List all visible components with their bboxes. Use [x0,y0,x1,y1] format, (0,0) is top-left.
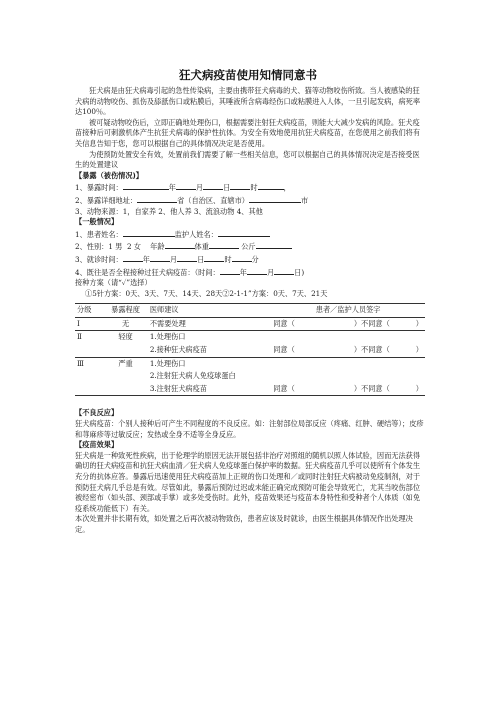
visit-hour-field[interactable] [204,253,224,262]
guardian-name-field[interactable] [218,228,270,237]
table-row [75,370,425,383]
month-label: 月 [266,267,275,277]
exposure-month-field[interactable] [176,181,196,190]
adverse-heading: 【不良反应】 [75,408,119,418]
exposure-hour-field[interactable] [230,181,250,190]
document-body [75,86,425,536]
disagree-label: ）不同意（ [353,318,390,328]
visit-month-field[interactable] [150,253,170,262]
advice-cell: 1.处理伤口 [149,358,186,368]
grade-cell: Ⅱ [77,332,82,342]
adverse-text: 狂犬病疫苗：个别人接种后可产生不同程度的不良反应。如：注射部位局部反应（疼痛、红肿、硬结等）；皮疹和荨麻疹等过敏反应；发热或全身不适等全身反应。 [75,419,424,439]
visit-time-label: 3、就诊时间： [75,254,123,264]
year-label: 年 [168,183,176,193]
province-label: 省（自治区、直辖市） [177,195,249,205]
intro-paragraph: 狂犬病是由狂犬病毒引起的急性传染病，主要由携带狂犬病毒的犬、猫等动物咬伤所致。当人被感染的狂犬病的动物咬伤、抓伤及舔舐伤口或粘膜后，其唾液所含病毒经伤口或粘膜进入人体，一旦引起发病，病死率达100％。 [75,86,421,117]
exposure-table-wrap [75,303,425,396]
advice-cell: 3.注射狂犬病疫苗 [148,383,271,396]
gender-line [75,240,425,253]
hour-label: 时 [250,183,258,193]
patient-name-line [75,228,425,241]
day-label: 日 [223,183,231,193]
disagree-option[interactable] [348,317,425,331]
agree-label: 同意（ [273,383,295,393]
column-header: 分级 [75,304,103,318]
prev-year-field[interactable] [220,266,240,275]
previous-vaccination-label: 4、既往是否全程接种过狂犬病疫苗：（时间： [75,267,220,277]
year-label: 年 [142,254,150,264]
disagree-label: ）不同意（ [353,383,390,393]
exposure-time-line [75,181,425,194]
kg-field[interactable] [256,240,292,249]
exposure-time-label: 1、暴露时间： [75,183,123,193]
exposure-year-field[interactable] [123,181,169,190]
agree-option[interactable] [271,344,348,357]
agree-option[interactable] [271,317,348,331]
column-header: 患者／监护人员签字 [271,304,425,318]
table-row [75,383,425,396]
level-cell: 严重 [118,358,133,368]
exposure-extra-field[interactable] [258,181,284,190]
table-row [75,357,425,370]
gender-female-option[interactable]: 2 女 [126,242,141,252]
age-field[interactable] [165,240,195,249]
hour-label: 时 [224,254,232,264]
year-label: 年 [239,267,247,277]
weight-label: 体重 [194,242,209,252]
month-label: 月 [195,183,204,193]
patient-name-field[interactable] [123,228,175,237]
animal-source-line: 3、动物来源：1，自家养 2、他人养 3、流浪动物 4、其他 [75,206,263,216]
efficacy-text: 狂犬病是一种致死性疾病，出于伦理学的原因无法开展包括非治疗对照组的随机以照人体试验，因而无法获得确切的狂犬病疫苗和抗狂犬病血清／狂犬病人免疫球蛋白保护率的数据。狂犬病疫苗几乎可以使所有个体发生充分的抗体应答。暴露后迅速使用狂犬病疫苗加上正规的伤口处理和／或同时注射狂犬病被动免疫制剂，对于预防狂犬病几乎总是有效。尽管如此，暴露后预防过迟或未能正确完成预防可能会导致死亡，尤其当咬伤部位被经密布（如头部、颈部或手掌）或多处受伤时。此外，疫苗效果还与疫苗本身特性和受种者个人体质（如免疫系统功能低下）有关。 [75,450,421,513]
table-row [75,317,425,331]
weight-field[interactable] [209,240,239,249]
day-label: 日 [197,254,205,264]
column-header: 暴露程度 [103,304,148,318]
scheme-options[interactable]: ①5针方案：0天、3天、7天、14天、28天②2-1-1”方案：0天、7天、21天 [85,288,328,298]
comma: ， [283,183,291,193]
disagree-label: ）不同意（ [353,345,390,355]
city-field[interactable] [249,194,301,203]
table-row [75,344,425,357]
closing-text: 本次处置并非长期有效，如处置之后再次被动物致伤，患者应该及时就诊，由医生根据具体情况作出处理决定。 [75,514,413,534]
exposure-address-line [75,194,425,207]
gender-male-option[interactable]: 2、性别：1 男 [75,242,123,252]
previous-vaccination-line [75,266,425,279]
prev-day-field[interactable] [274,266,294,275]
guardian-name-label: 监护人姓名： [174,229,218,239]
level-cell: 无 [103,317,148,331]
visit-time-line [75,253,425,266]
level-cell: 轻度 [118,332,133,342]
advice-cell: 1.处理伤口 [149,332,186,342]
prev-month-field[interactable] [247,266,267,275]
table-row [75,331,425,344]
grade-cell: Ⅰ [75,317,103,331]
column-header: 医师建议 [148,304,271,318]
intro-paragraph: 为使预防处置安全有效，处置前我们需要了解一些相关信息，您可以根据自己的具体情况决定是否接受医生的处置建议 [75,149,420,170]
age-label: 年龄 [150,242,165,252]
exposure-day-field[interactable] [203,181,223,190]
patient-name-label: 1、患者姓名： [75,229,123,239]
efficacy-heading: 【疫苗效果】 [75,440,119,450]
advice-cell: 不需要处理 [148,317,271,331]
scheme-label: 接种方案（请“✓”选择） [75,278,152,288]
disagree-option[interactable] [348,344,425,357]
advice-cell: 2.接种狂犬病疫苗 [148,344,271,357]
disagree-option[interactable] [348,383,425,396]
city-label: 市 [300,195,309,205]
agree-label: 同意（ [273,318,295,328]
visit-day-field[interactable] [177,253,197,262]
general-heading: 【一般情况】 [75,217,119,227]
visit-minute-field[interactable] [232,253,252,262]
visit-year-field[interactable] [123,253,143,262]
minute-label: 分 [251,254,259,264]
intro-paragraph: 被可疑动物咬伤后，立即正确地处理伤口，根据需要注射狂犬病疫苗，则能大大减少发病的风险。狂犬疫苗接种后可刺激机体产生抗狂犬病毒的保护性抗体。为安全有效地使用抗狂犬病疫苗，在您使用之前我们将有关信息告知于您，您可以根据自己的具体情况决定是否使用。 [75,117,421,148]
advice-cell: 2.注射狂犬病人免疫球蛋白 [149,371,236,381]
paren-close: ） [415,318,423,328]
table-header-row [75,304,425,318]
agree-label: 同意（ [273,345,295,355]
day-label: 日) [294,267,305,277]
kg-label: 公斤 [241,242,256,252]
month-label: 月 [169,254,178,264]
grade-cell: Ⅲ [77,358,84,368]
address-label: 2、暴露详细地址： [75,195,138,205]
paren-close: ） [415,383,423,393]
agree-option[interactable] [271,383,348,396]
exposure-heading: 【暴露（被伤情况)】 [75,170,143,180]
province-field[interactable] [137,194,177,203]
document-title: 狂犬病疫苗使用知情同意书 [179,68,317,82]
paren-close: ） [415,345,423,355]
exposure-grade-table [75,303,425,396]
